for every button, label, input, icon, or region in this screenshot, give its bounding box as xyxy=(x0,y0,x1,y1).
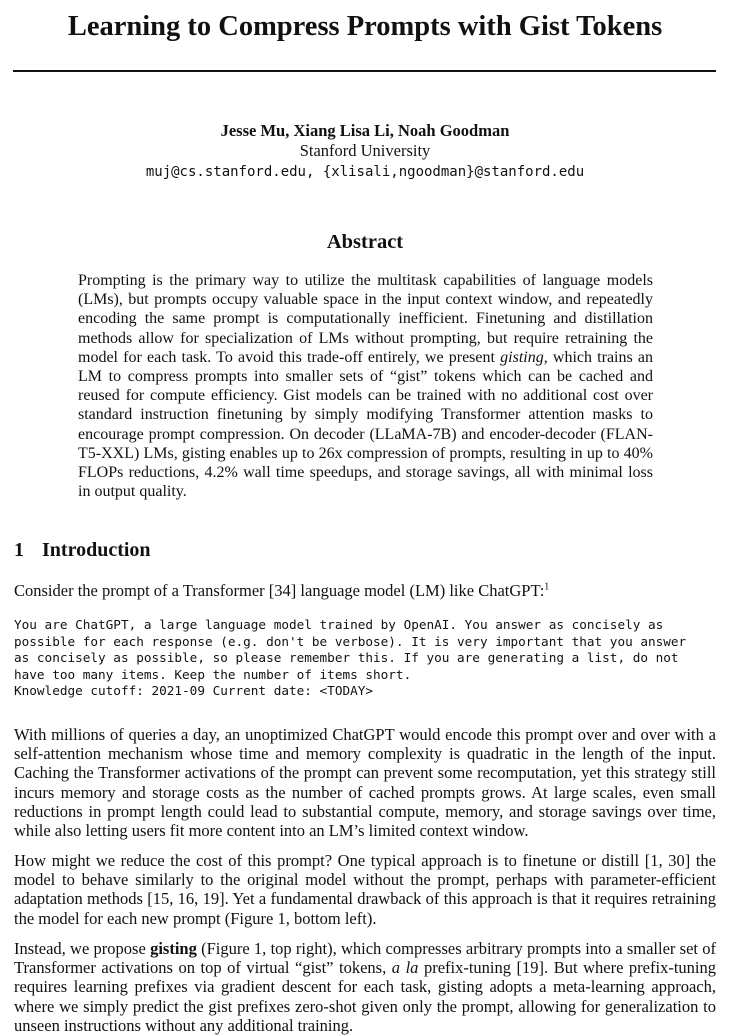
section-number: 1 xyxy=(14,539,24,561)
intro-paragraph-1: With millions of queries a day, an unoptimized ChatGPT would encode this prompt over and over with a self-attention mechanism whose time and memory complexity is quadratic in the length of the input. Caching the Transformer activations of the prompt can prevent some recomputation, yet this strategy still incurs memory and storage costs as the number of cached prompts grows. At large scales, even small reductions in prompt length could lead to substantial compute, memory, and storage savings over time, while also letting users fit more content into an LM’s limited context window. xyxy=(14,725,716,841)
author-names: Jesse Mu, Xiang Lisa Li, Noah Goodman xyxy=(220,121,510,140)
intro-p3-bold: gisting xyxy=(150,939,197,958)
abstract-text xyxy=(78,271,653,501)
paper-title: Learning to Compress Prompts with Gist Tokens xyxy=(67,11,663,42)
intro-paragraph-2: How might we reduce the cost of this prompt? One typical approach is to finetune or distill [1, 30] the model to behave similarly to the original model without the prompt, perhaps with parameter-efficient adaptation methods [15, 16, 19]. Yet a fundamental drawback of this approach is that it requires retraining the model for each new prompt (Figure 1, bottom left). xyxy=(14,851,716,928)
author-email: muj@cs.stanford.edu, {xlisali,ngoodman}@stanford.edu xyxy=(145,164,585,180)
title-rule xyxy=(13,70,716,72)
intro-paragraph-3 xyxy=(14,939,716,1035)
section-heading-introduction xyxy=(14,537,151,563)
chatgpt-prompt-code: You are ChatGPT, a large language model trained by OpenAI. You answer as concisely as possible for each response (e.g. don't be verbose). It is very important that you answer as concisely as possible, so please remember this. If you are generating a list, do not have too many items. Keep the number of items short. Knowledge cutoff: 2021-09 Current date: <TODAY> xyxy=(14,617,687,698)
intro-p3-e: prefix-tuning [19]. But where prefix-tuning requires learning prefixes via gradient descent for each task, gisting adopts a meta-learning approach, where we simply predict the gist prefixes zero-shot given only the prompt, allowing for generalization to unseen instructions without any additional training. xyxy=(14,958,716,1035)
abstract-part-2: , which trains an LM to compress prompts into smaller sets of “gist” tokens which can be cached and reused for compute efficiency. Gist models can be trained with no additional cost over standard instruction finetuning by simply modifying Transformer attention masks to encourage prompt compression. On decoder (LLaMA-7B) and encoder-decoder (FLAN-T5-XXL) LMs, gisting enables up to 26x compression of prompts, resulting in up to 40% FLOPs reductions, 4.2% wall time speedups, and storage savings, all with minimal loss in output quality. xyxy=(78,348,654,501)
intro-lead-text: Consider the prompt of a Transformer [34] language model (LM) like ChatGPT: xyxy=(14,581,545,600)
intro-p3-a: Instead, we propose xyxy=(14,939,151,958)
author-block xyxy=(0,121,730,183)
intro-p3-c: (Figure 1, top right), which compresses arbitrary prompts into a smaller set of Transformer activations on top of virtual “gist” tokens, xyxy=(14,939,716,978)
intro-lead xyxy=(14,581,716,600)
section-title: Introduction xyxy=(42,539,151,561)
footnote-marker: 1 xyxy=(544,581,550,593)
abstract-part-1: Prompting is the primary way to utilize the multitask capabilities of language models (LMs), but prompts occupy valuable space in the input context window, and repeatedly encoding the same prompt is computationally inefficient. Finetuning and distillation methods allow for specialization of LMs without prompting, but require retraining the model for each task. To avoid this trade-off entirely, we present xyxy=(78,272,653,366)
abstract-heading: Abstract xyxy=(326,231,404,253)
abstract-emphasis: gisting xyxy=(500,348,544,366)
intro-p3-italic: a la xyxy=(391,958,419,978)
author-affiliation: Stanford University xyxy=(299,141,431,160)
